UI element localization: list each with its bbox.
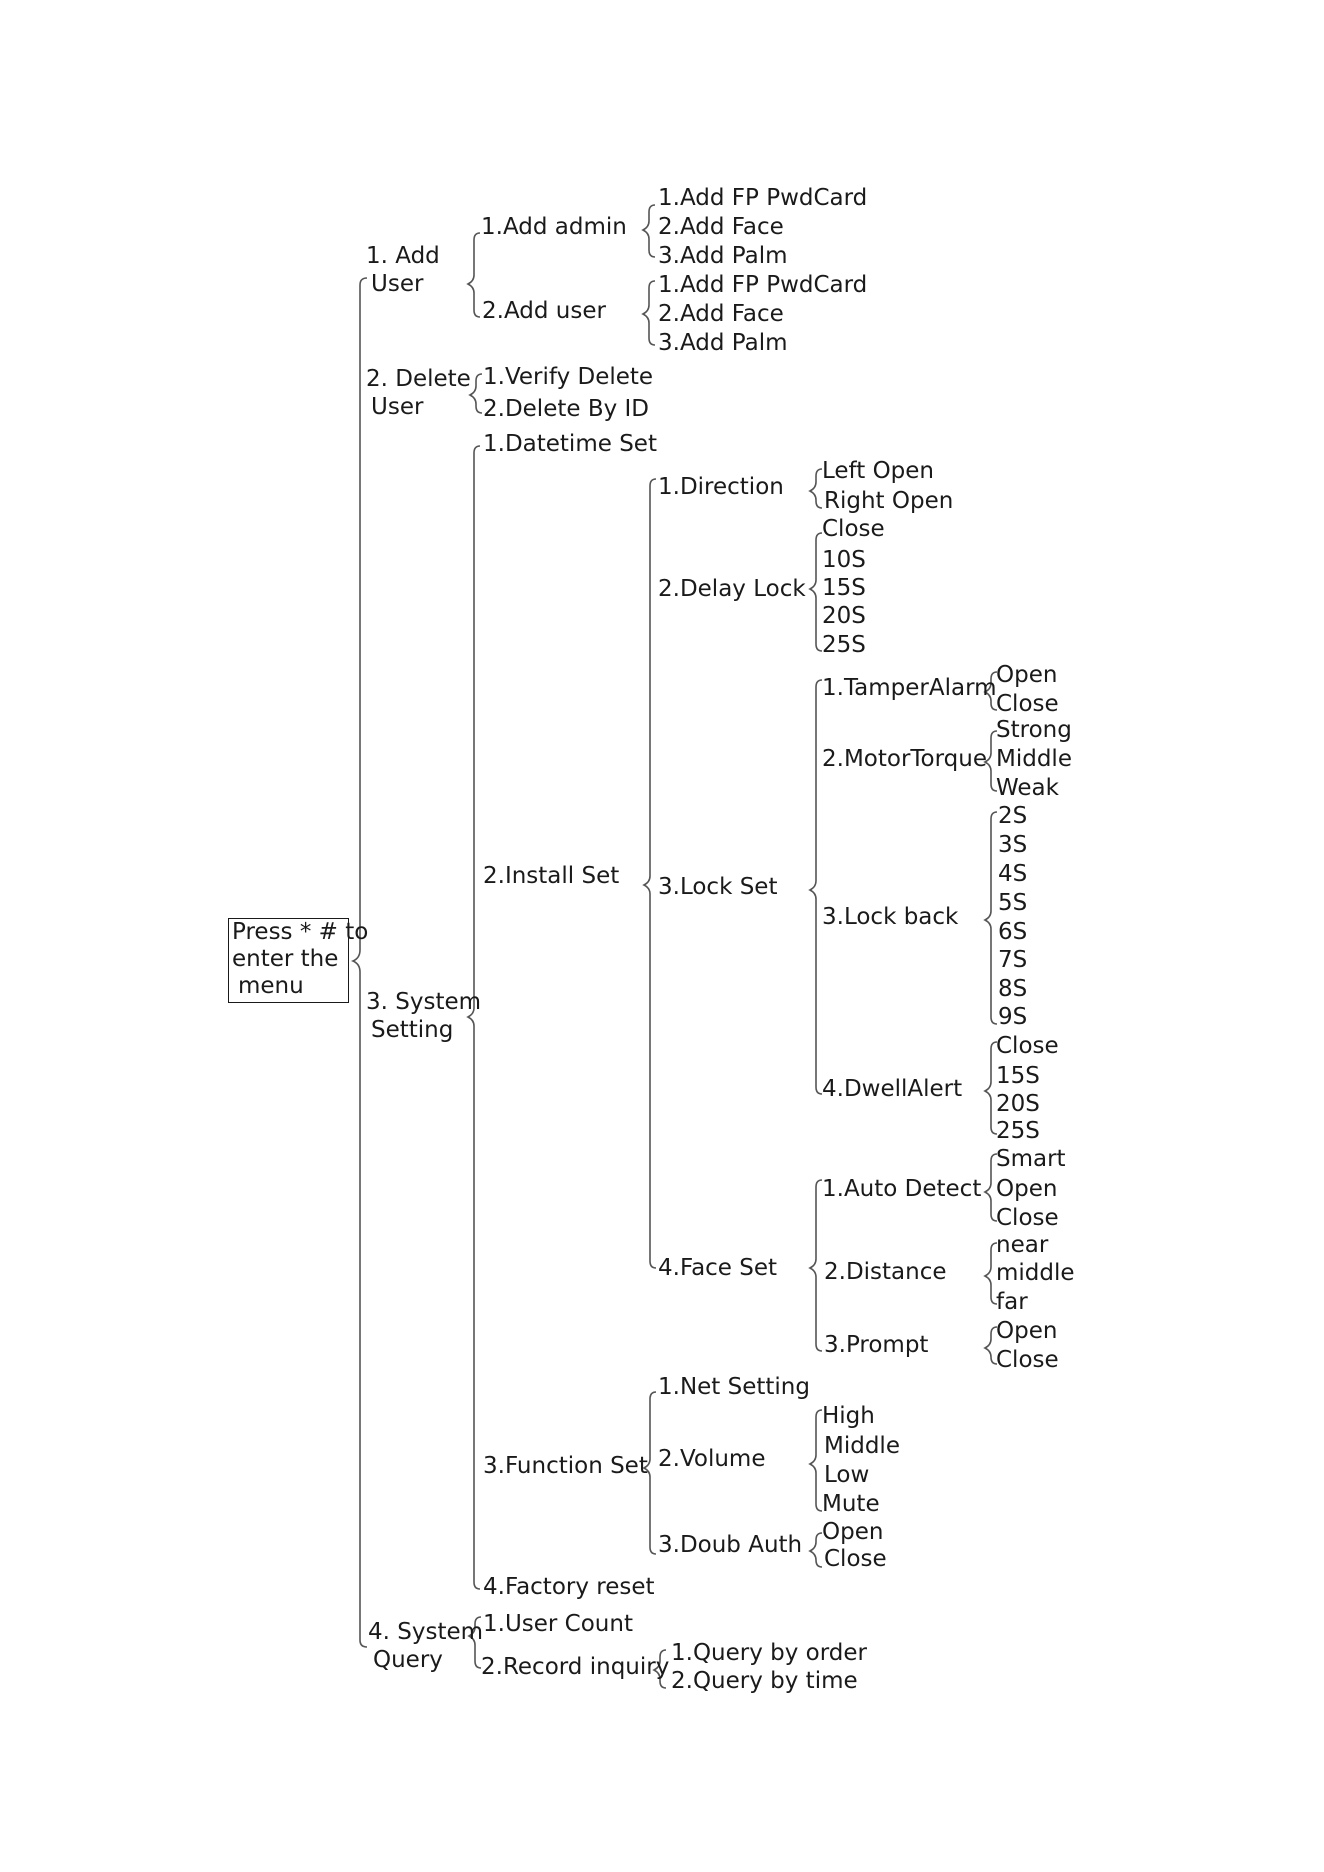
record-inquiry-label: 2.Record inquiry bbox=[481, 1654, 670, 1680]
bracket-direction bbox=[810, 469, 822, 508]
volume-label: 2.Volume bbox=[658, 1446, 766, 1472]
system-query-title-1: 4. System bbox=[368, 1619, 484, 1645]
volume-item: Low bbox=[824, 1462, 870, 1488]
bracket-delete-user bbox=[470, 374, 482, 413]
bracket-add-admin bbox=[643, 205, 655, 257]
function-set-label: 3.Function Set bbox=[483, 1453, 648, 1479]
lock-back-item: 7S bbox=[998, 947, 1028, 973]
auto-detect-item: Smart bbox=[996, 1146, 1066, 1172]
dwell-alert-item: 25S bbox=[996, 1118, 1040, 1144]
delete-user-title-1: 2. Delete bbox=[366, 366, 471, 392]
delete-user-title-2: User bbox=[371, 394, 424, 420]
delete-user-item: 2.Delete By ID bbox=[483, 396, 650, 422]
bracket-delay-lock bbox=[810, 533, 822, 651]
root-line-3: menu bbox=[238, 973, 304, 999]
prompt-label: 3.Prompt bbox=[824, 1332, 929, 1358]
distance-item: near bbox=[996, 1232, 1049, 1258]
add-admin-item: 1.Add FP PwdCard bbox=[658, 185, 868, 211]
bracket-doub-auth bbox=[810, 1533, 822, 1567]
lock-back-item: 3S bbox=[998, 832, 1028, 858]
delay-lock-label: 2.Delay Lock bbox=[658, 576, 806, 602]
lock-back-item: 5S bbox=[998, 890, 1028, 916]
lock-back-item: 8S bbox=[998, 976, 1028, 1002]
root-line-2: enter the bbox=[232, 946, 339, 972]
net-setting-label: 1.Net Setting bbox=[658, 1374, 810, 1400]
doub-auth-item: Open bbox=[822, 1519, 884, 1545]
root-menu-box bbox=[228, 918, 369, 1003]
auto-detect-label: 1.Auto Detect bbox=[822, 1176, 982, 1202]
add-user-item: 1.Add FP PwdCard bbox=[658, 272, 868, 298]
add-admin-item: 2.Add Face bbox=[658, 214, 784, 240]
direction-label: 1.Direction bbox=[658, 474, 784, 500]
lock-back-label: 3.Lock back bbox=[822, 904, 959, 930]
delay-lock-item: Close bbox=[822, 516, 885, 542]
delay-lock-item: 10S bbox=[822, 547, 866, 573]
bracket-volume bbox=[810, 1410, 822, 1511]
delay-lock-item: 25S bbox=[822, 632, 866, 658]
doub-auth-label: 3.Doub Auth bbox=[658, 1532, 803, 1558]
bracket-system-setting bbox=[468, 446, 480, 1589]
delete-user-item: 1.Verify Delete bbox=[483, 364, 654, 390]
dwell-alert-item: 20S bbox=[996, 1091, 1040, 1117]
motor-torque-item: Strong bbox=[996, 717, 1072, 743]
motor-torque-item: Weak bbox=[996, 775, 1059, 801]
add-user-title-1: 1. Add bbox=[366, 243, 440, 269]
delay-lock-item: 15S bbox=[822, 575, 866, 601]
record-inquiry-item: 2.Query by time bbox=[671, 1668, 858, 1694]
system-setting-title-1: 3. System bbox=[366, 989, 482, 1015]
bracket-lock-back bbox=[985, 812, 997, 1024]
add-user-label: 2.Add user bbox=[482, 298, 606, 324]
dwell-alert-item: Close bbox=[996, 1033, 1059, 1059]
lock-back-item: 2S bbox=[998, 803, 1028, 829]
bracket-install-set bbox=[644, 479, 656, 1268]
distance-item: middle bbox=[996, 1260, 1075, 1286]
lock-back-item: 6S bbox=[998, 919, 1028, 945]
direction-item: Left Open bbox=[822, 458, 935, 484]
volume-item: High bbox=[822, 1403, 875, 1429]
delay-lock-item: 20S bbox=[822, 603, 866, 629]
bracket-add-user-items bbox=[643, 281, 655, 345]
auto-detect-item: Close bbox=[996, 1205, 1059, 1231]
bracket-root bbox=[353, 278, 367, 1647]
motor-torque-item: Middle bbox=[996, 746, 1072, 772]
add-admin-label: 1.Add admin bbox=[481, 214, 627, 240]
tamper-alarm-item: Close bbox=[996, 691, 1059, 717]
prompt-item: Close bbox=[996, 1347, 1059, 1373]
lock-back-item: 4S bbox=[998, 861, 1028, 887]
add-user-item: 3.Add Palm bbox=[658, 330, 788, 356]
tamper-alarm-item: Open bbox=[996, 662, 1058, 688]
lock-set-label: 3.Lock Set bbox=[658, 874, 778, 900]
dwell-alert-label: 4.DwellAlert bbox=[822, 1076, 963, 1102]
dwell-alert-item: 15S bbox=[996, 1063, 1040, 1089]
install-set-label: 2.Install Set bbox=[483, 863, 620, 889]
add-admin-item: 3.Add Palm bbox=[658, 243, 788, 269]
lock-back-item: 9S bbox=[998, 1004, 1028, 1030]
face-set-label: 4.Face Set bbox=[658, 1255, 778, 1281]
doub-auth-item: Close bbox=[824, 1546, 887, 1572]
system-query-title-2: Query bbox=[373, 1647, 443, 1673]
motor-torque-label: 2.MotorTorque bbox=[822, 746, 987, 772]
distance-label: 2.Distance bbox=[824, 1259, 947, 1285]
user-count-label: 1.User Count bbox=[483, 1611, 633, 1637]
bracket-lock-set bbox=[810, 680, 822, 1094]
tamper-alarm-label: 1.TamperAlarm bbox=[822, 675, 997, 701]
bracket-add-user bbox=[468, 233, 480, 317]
add-user-title-2: User bbox=[371, 271, 424, 297]
factory-reset-label: 4.Factory reset bbox=[483, 1574, 655, 1600]
root-line-1: Press * # to bbox=[232, 919, 369, 945]
volume-item: Middle bbox=[824, 1433, 900, 1459]
record-inquiry-item: 1.Query by order bbox=[671, 1640, 868, 1666]
distance-item: far bbox=[996, 1289, 1028, 1315]
volume-item: Mute bbox=[822, 1491, 880, 1517]
direction-item: Right Open bbox=[824, 488, 954, 514]
datetime-set-label: 1.Datetime Set bbox=[483, 431, 657, 457]
bracket-face-set bbox=[810, 1180, 822, 1351]
system-setting-title-2: Setting bbox=[371, 1017, 454, 1043]
auto-detect-item: Open bbox=[996, 1176, 1058, 1202]
prompt-item: Open bbox=[996, 1318, 1058, 1344]
add-user-item: 2.Add Face bbox=[658, 301, 784, 327]
